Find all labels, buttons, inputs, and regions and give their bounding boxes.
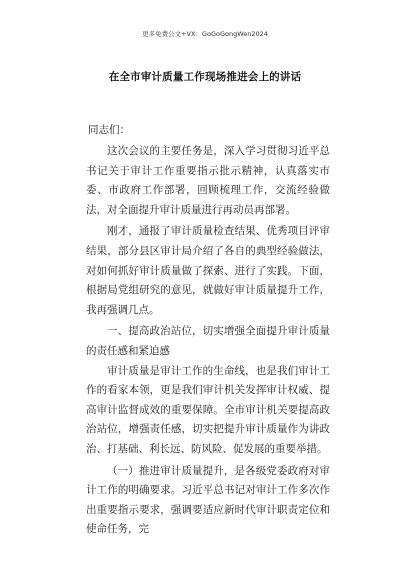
document-body xyxy=(86,142,330,542)
section-heading-1: 一、提高政治站位，切实增强全面提升审计质量的责任感和紧迫感 xyxy=(86,325,330,357)
paragraph-summary: 刚才，通报了审计质量检查结果、优秀项目评审结果，部分县区审计局介绍了各自的典型经验做法，对如何抓好审计质量做了探索、进行了实践。下面，根据局党组研究的意见，就做好审计质量提升工作，我再强调几点。 xyxy=(86,225,330,316)
paragraph-section-1: 审计质量是审计工作的生命线，也是我们审计工作的看家本领，更是我们审计机关发挥审计权威、提高审计监督成效的重要保障。全市审计机关要提高政治站位，增强责任感，切实把提升审计质量作为讲政治、打基础、利长远、防风险、促发展的重要举措。 xyxy=(86,364,330,455)
salutation: 同志们： xyxy=(88,124,130,136)
paragraph-intro: 这次会议的主要任务是，深入学习贯彻习近平总书记关于审计工作重要指示批示精神，认真落实市委、市政府工作部署，回顾梳理工作，交流经验做法，对全面提升审计质量进行再动员再部署。 xyxy=(86,145,330,216)
header-note: 更多免费公文+VX：GoGoGongWen2024 xyxy=(142,30,268,38)
paragraph-subsection-1: （一）推进审计质量提升，是各级党委政府对审计工作的明确要求。习近平总书记对审计工作多次作出重要指示要求，强调要适应新时代审计职责定位和使命任务，完 xyxy=(86,464,330,536)
document-title: 在全市审计质量工作现场推进会上的讲话 xyxy=(108,71,302,83)
